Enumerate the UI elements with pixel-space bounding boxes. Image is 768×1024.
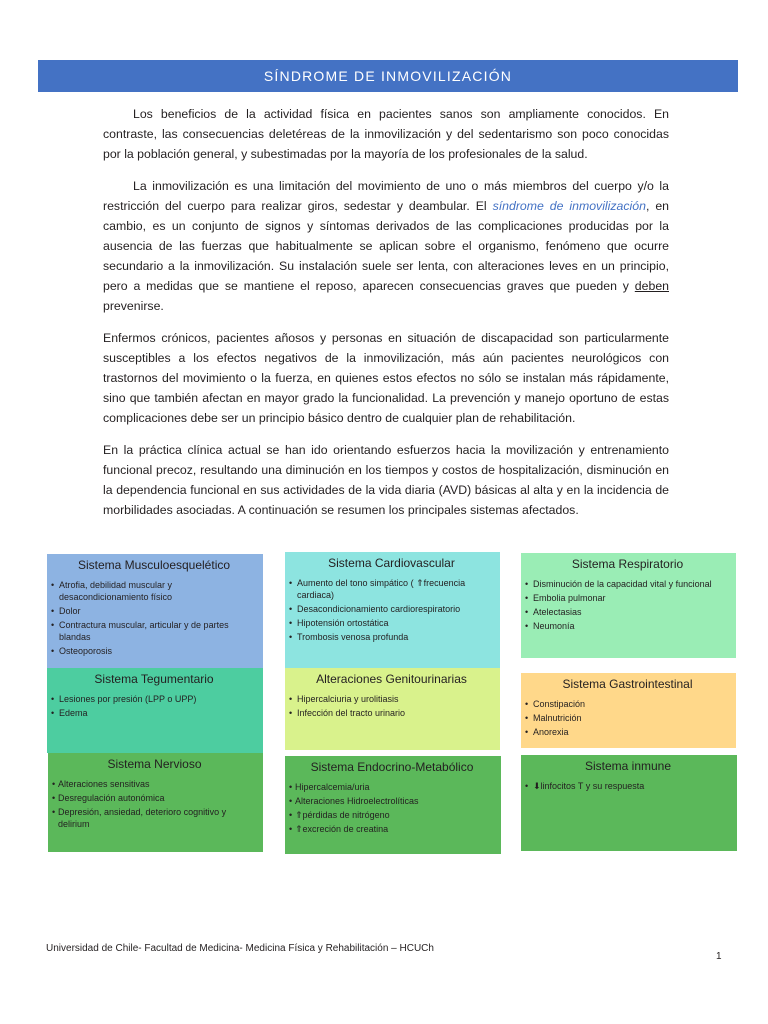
- list-item: • Trombosis venosa profunda: [289, 631, 494, 643]
- list-item: • Osteoporosis: [51, 645, 257, 657]
- item-list: [51, 579, 257, 657]
- paragraph-2-part-b: , en cambio, es un conjunto de signos y síntomas derivados de las complicaciones producidas por la ausencia de las fuerzas que habitualmente se aplican sobre el organismo, fenómeno que ocurre secundario a la inmovilización. Su instalación suele ser lenta, con alteraciones leves en un principio, pero a medidas que se mantiene el reposo, aparecen consecuencias graves que pueden y: [103, 199, 669, 293]
- list-item: • Hipotensión ortostática: [289, 617, 494, 629]
- list-item: • Alteraciones sensitivas: [52, 778, 257, 790]
- list-item: • Constipación: [525, 698, 730, 710]
- paragraph-4: En la práctica clínica actual se han ido orientando esfuerzos hacia la movilización y entrenamiento funcional precoz, resultando una diminución en los tiempos y costos de hospitalización, disminución en la dependencia funcional en sus actividades de la vida diaria (AVD) básicas al alta y en la incidencia de morbilidades asociadas. A continuación se resumen los principales sistemas afectados.: [103, 443, 669, 517]
- list-item: • Atelectasias: [525, 606, 730, 618]
- paragraph-2: [103, 176, 669, 316]
- box-genitourinarias: [285, 668, 500, 750]
- box-gastrointestinal: [521, 673, 736, 748]
- list-item: • Hipercalcemia/uria: [289, 781, 495, 793]
- footer: Universidad de Chile- Facultad de Medicina- Medicina Física y Rehabilitación – HCUCh: [46, 943, 434, 954]
- item-list: [525, 780, 731, 792]
- list-item: • Embolia pulmonar: [525, 592, 730, 604]
- body-text: [103, 104, 669, 532]
- list-item: • ⇑pérdidas de nitrógeno: [289, 809, 495, 821]
- box-title: Sistema Endocrino-Metabólico: [310, 760, 474, 774]
- box-title: Sistema Gastrointestinal: [562, 677, 693, 691]
- paragraph-2-part-c: prevenirse.: [103, 299, 164, 313]
- list-item: • Edema: [51, 707, 257, 719]
- box-tegumentario: [47, 668, 263, 753]
- box-title: Sistema inmune: [584, 759, 672, 773]
- list-item: • Dolor: [51, 605, 257, 617]
- box-title: Sistema Musculoesquelético: [77, 558, 231, 572]
- item-list: [289, 781, 495, 835]
- underlined-word: deben: [634, 279, 669, 293]
- item-list: [289, 693, 494, 719]
- list-item: • Desregulación autonómica: [52, 792, 257, 804]
- list-item: • ⇑excreción de creatina: [289, 823, 495, 835]
- paragraph-1: Los beneficios de la actividad física en pacientes sanos son ampliamente conocidos. En contraste, las consecuencias deletéreas de la inmovilización y del sedentarismo son poco conocidas por la población general, y subestimadas por la mayoría de los profesionales de la salud.: [103, 107, 669, 161]
- box-respiratorio: [521, 553, 736, 658]
- box-cardiovascular: [285, 552, 500, 668]
- list-item: • ⬇linfocitos T y su respuesta: [525, 780, 731, 792]
- page-number: 1: [716, 951, 722, 962]
- item-list: [289, 577, 494, 643]
- list-item: • Alteraciones Hidroelectrolíticas: [289, 795, 495, 807]
- list-item: • Neumonía: [525, 620, 730, 632]
- item-list: [52, 778, 257, 830]
- item-list: [51, 693, 257, 719]
- list-item: • Infección del tracto urinario: [289, 707, 494, 719]
- box-title: Alteraciones Genitourinarias: [316, 672, 467, 686]
- box-musculoesqueletico: [47, 554, 263, 668]
- list-item: • Aumento del tono simpático ( ⇑frecuencia cardiaca): [289, 577, 494, 601]
- paragraph-2-part-a: La inmovilización es una limitación del movimiento de uno o más miembros del cuerpo y/o la restricción del cuerpo para realizar giros, sedestar y deambular. El: [103, 179, 669, 213]
- box-title: Sistema Respiratorio: [571, 557, 684, 571]
- item-list: [525, 698, 730, 738]
- box-inmune: [521, 755, 737, 851]
- list-item: • Hipercalciuria y urolitiasis: [289, 693, 494, 705]
- paragraph-3: Enfermos crónicos, pacientes añosos y personas en situación de discapacidad son particularmente susceptibles a los efectos negativos de la inmovilización, más aún pacientes neurológicos con trastornos del movimiento o la fuerza, en quienes estos efectos no sólo se instalan más rápidamente, sino que también afectan en mayor grado la funcionalidad. La prevención y manejo oportuno de estas complicaciones debe ser un principio básico dentro de cualquier plan de rehabilitación.: [103, 331, 669, 425]
- box-nervioso: [48, 753, 263, 852]
- list-item: • Depresión, ansiedad, deterioro cognitivo y delirium: [52, 806, 257, 830]
- list-item: • Atrofia, debilidad muscular y desacondicionamiento físico: [51, 579, 257, 603]
- list-item: • Disminución de la capacidad vital y funcional: [525, 578, 730, 590]
- box-title: Sistema Tegumentario: [94, 672, 214, 686]
- list-item: • Malnutrición: [525, 712, 730, 724]
- item-list: [525, 578, 730, 632]
- list-item: • Anorexia: [525, 726, 730, 738]
- syndrome-term: síndrome de inmovilización: [492, 199, 646, 213]
- page-title: SÍNDROME DE INMOVILIZACIÓN: [38, 60, 738, 92]
- list-item: • Lesiones por presión (LPP o UPP): [51, 693, 257, 705]
- box-endocrino-metabolico: [285, 756, 501, 854]
- box-title: Sistema Cardiovascular: [328, 556, 455, 570]
- box-title: Sistema Nervioso: [107, 757, 202, 771]
- list-item: • Contractura muscular, articular y de partes blandas: [51, 619, 257, 643]
- list-item: • Desacondicionamiento cardiorespiratorio: [289, 603, 494, 615]
